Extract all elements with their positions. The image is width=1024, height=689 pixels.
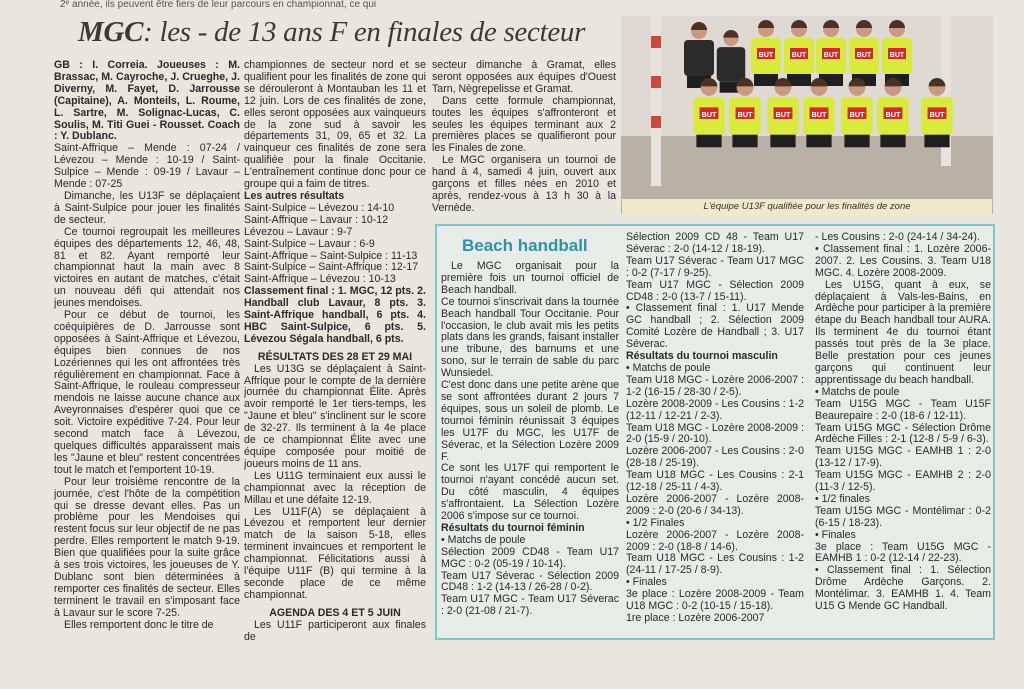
jersey-text: BUT <box>889 52 905 59</box>
article-col2-paragraph: AGENDA DES 4 ET 5 JUIN <box>269 606 401 619</box>
jersey-text: BUT <box>823 52 839 59</box>
beach-handball-title: Beach handball <box>462 236 588 255</box>
article-col2-paragraph: Saint-Sulpice – Saint-Affrique : 12-17 <box>244 261 419 274</box>
article-col3-paragraph: secteur dimanche à Gramat, elles seront opposées aux équipes d'Ouest Tarn, Nègrepelisse et Gramat. <box>432 60 616 95</box>
beach-col2-paragraph: Lozère 2006-2007 - Lozère 2008-2009 : 2-0 (18-8 / 14-6). <box>626 528 804 553</box>
beach-col2-paragraph: • 1/2 Finales <box>626 518 804 530</box>
beach-col3-paragraph: Team U15G MGC - Sélection Drôme Ardèche Filles : 2-1 (12-8 / 5-9 / 6-3). <box>815 421 991 446</box>
beach-col3-paragraph: • Classement final : 1. Sélection Drôme Ardèche Garçons. 2. Montélimar. 3. EAMHB 1. 4. Team U15 G Mende GC Handball. <box>815 565 991 613</box>
beach-col2-paragraph: Team U17 MGC - Sélection 2009 CD48 : 2-0 (13-7 / 15-11). <box>626 278 804 303</box>
headline-text: : les - de 13 ans F en finales de secteur <box>143 16 586 48</box>
beach-col1-paragraph: Ce sont les U17F qui remportent le tournoi n'ayant concédé aucun set. Du côté masculin, 4 équipes s'affrontaient. La Sélection Lozère 2006 s'impose sur ce tournoi. <box>441 462 619 523</box>
photo-caption: L'équipe U13F qualifiée pour les finalités de zone <box>622 199 992 215</box>
article-col2-paragraph: Saint-Affrique – Lavaur : 10-12 <box>244 213 389 226</box>
article-col1-paragraph: Dimanche, les U13F se déplaçaient à Saint-Sulpice pour jouer les finalités de secteur. <box>54 189 240 226</box>
article-col3-paragraph: Le MGC organisera un tournoi de hand à 4, samedi 4 juin, ouvert aux garçons et filles nées en 2010 et après, rendez-vous à 13 h 30 à la Vernède. <box>432 154 616 214</box>
article-col1-paragraph: Elles remportent donc le titre de <box>64 618 214 631</box>
article-col1-paragraph: GB : I. Correia. Joueuses : M. Brassac, M. Cayroche, J. Crueghe, J. Diverny, M. Fayet, D. Jarrousse (Capitaine), A. Monteils, L. Roume, L. Sartre, M. Solignac-Lucas, C. Soulis, M. Titi Guei - Rousset. Coach : Y. Dublanc. <box>54 60 240 143</box>
article-col2-paragraph: Les U11F(A) se déplaçaient à Lévezou et remportent leur dernier match de la saison 5-18, elles terminent invaincues et remportent le championnat. Félicitations aussi à l'équipe U11F (B) qui termine à la seconde place de ce même championnat. <box>244 505 426 601</box>
beach-col3-paragraph: - Les Cousins : 2-0 (24-14 / 34-24). <box>815 232 980 243</box>
jersey-text: BUT <box>856 52 872 59</box>
beach-col3-paragraph: Team U15G MGC - Team U15F Beaurepaire : 2-0 (18-6 / 12-11). <box>815 397 991 422</box>
article-col2-paragraph: championnes de secteur nord et se qualifient pour les finalités de zone qui se dérouleront à Montauban les 11 et 12 juin. Lors de ces finalités de zone, elles seront opposées aux vainqueurs de la zone sud à savoir les départements 31, 09, 65 et 32. La vainqueur ces finalités de zone sera qualifiée pour la finale Occitanie. L'entraînement continue donc pour ce groupe qui a faim de titres. <box>244 60 426 191</box>
beach-col3-paragraph: • Finales <box>815 530 991 542</box>
article-col2-paragraph: Les U11G terminaient eux aussi le championnat avec la réception de Millau et une défaite 12-19. <box>244 469 426 506</box>
jersey-text: BUT <box>811 109 827 119</box>
article-col1-paragraph: Pour leur troisième rencontre de la journée, c'est l'hôte de la compétition qui se dresse devant elles. Pas un problème pour les Mendoises qui restent focus sur leur objectif de ne pas perdre. Elles remportent le match 9-19. Bien que qualifiées pour la suite grâce à ses trois victoires, les joueuses de Y. Dublanc sont bien déterminées à remporter ces finalités de secteur. Elles terminent le travail en s'imposant face à Lavaur sur le score 7-25. <box>54 475 240 619</box>
previous-article-strip: 2ᵉ année, ils peuvent être fiers de leur parcours en championnat, ce qui <box>60 0 377 10</box>
article-column-2 <box>244 60 426 650</box>
beach-column-2 <box>626 232 804 637</box>
beach-col3-paragraph: • Classement final : 1. Lozère 2006-2007. 2. Les Cousins. 3. Team U18 MGC. 4. Lozère 2008-2009. <box>815 244 991 280</box>
beach-col1-paragraph: • Matchs de poule <box>441 535 619 547</box>
article-headline <box>78 16 618 49</box>
beach-col1-paragraph: Le MGC organisait pour la première fois un tournoi officiel de Beach handball. <box>441 261 619 296</box>
article-col2-paragraph: RÉSULTATS DES 28 ET 29 MAI <box>257 350 413 363</box>
beach-col1-paragraph: Résultats du tournoi féminin <box>441 521 585 534</box>
beach-col2-paragraph: Lozère 2008-2009 - Les Cousins : 1-2 (12-11 / 12-21 / 2-3). <box>626 397 804 422</box>
article-col2-paragraph: Les U13G se déplaçaient à Saint-Affrique pour le compte de la dernière journée du championnat Élite. Après avoir remporté le 1er tiers-temps, les "Jaune et bleu" s'inclinent sur le score de 32-27. Ils terminent à la 4e place de ce championnat Élite avec une équipe composée pour moitié de joueurs moins de 11 ans. <box>244 362 426 470</box>
article-col2-paragraph: Saint-Affrique – Lévezou : 10-13 <box>244 273 396 286</box>
beach-col1-paragraph: C'est donc dans une petite arène que se sont affrontées durant 2 jours 7 équipes, sous un soleil de plomb. Le tournoi féminin réunissait 3 équipes les U17F du MGC, les U17F de Séverac, et la Sélection Lozère 2009 F. <box>441 379 619 463</box>
article-column-1 <box>54 60 240 650</box>
article-col2-paragraph: Les autres résultats <box>244 189 345 202</box>
beach-col2-paragraph: Team U18 MGC - Les Cousins : 1-2 (24-11 / 17-25 / 8-9). <box>626 552 804 577</box>
beach-col2-paragraph: Team U18 MGC - Lozère 2006-2007 : 1-2 (16-15 / 28-30 / 2-5). <box>626 373 804 398</box>
beach-col2-paragraph: Lozère 2006-2007 - Les Cousins : 2-0 (28-18 / 25-19). <box>626 445 804 470</box>
beach-col1-paragraph: Team U17 MGC - Team U17 Séverac : 2-0 (21-08 / 21-7). <box>441 593 619 618</box>
beach-column-1 <box>441 261 619 637</box>
beach-col2-paragraph: 3e place : Lozère 2008-2009 - Team U18 MGC : 0-2 (10-15 / 15-18). <box>626 588 804 613</box>
beach-col2-paragraph: • Classement final : 1. U17 Mende GC handball ; 2. Sélection 2009 Comité Lozère de Handball ; 3. U17 Séverac. <box>626 303 804 351</box>
beach-col1-paragraph: Team U17 Séverac - Sélection 2009 CD48 : 1-2 (14-13 / 26-28 / 0-2). <box>441 569 619 594</box>
beach-col3-paragraph: • 1/2 finales <box>815 494 991 506</box>
beach-col2-paragraph: Résultats du tournoi masculin <box>626 350 778 363</box>
beach-col1-paragraph: Sélection 2009 CD48 - Team U17 MGC : 0-2 (05-19 / 10-14). <box>441 545 619 570</box>
jersey-text: BUT <box>737 109 753 119</box>
headline-club: MGC <box>78 16 144 48</box>
jersey-text: BUT <box>758 52 774 59</box>
article-col2-paragraph: Saint-Affrique – Saint-Sulpice : 11-13 <box>244 249 418 262</box>
article-col2-paragraph: Les U11F participeront aux finales de <box>244 618 426 643</box>
team-photo <box>621 16 993 214</box>
beach-col2-paragraph: Team U18 MGC - Lozère 2008-2009 : 2-0 (15-9 / 20-10). <box>626 421 804 446</box>
article-col3-paragraph: Dans cette formule championnat, toutes les équipes s'affronteront et seules les équipes terminant aux 2 premières places se qualifieront pour les Finales de zone. <box>432 94 616 155</box>
beach-col2-paragraph: Lozère 2006-2007 - Lozère 2008-2009 : 2-0 (20-6 / 34-13). <box>626 492 804 517</box>
beach-col3-paragraph: • Matchs de poule <box>815 387 991 399</box>
jersey-text: BUT <box>929 109 945 119</box>
beach-col1-paragraph: Ce tournoi s'inscrivait dans la tournée Beach handball Tour Occitanie. Pour l'occasion, le club avait mis les petits plats dans les grands, faisant installer une tribune, des barnums et une sono, sur le terrain de sable du parc Wunsiedel. <box>441 295 619 380</box>
beach-col2-paragraph: 1re place : Lozère 2006-2007 <box>626 612 765 624</box>
beach-col3-paragraph: Team U15G MGC - EAMHB 1 : 2-0 (13-12 / 17-9). <box>815 445 991 470</box>
beach-column-3 <box>815 232 991 637</box>
article-col1-paragraph: Ce tournoi regroupait les meilleures équipes des départements 12, 46, 48, 81 et 82. Ayant remporté leur championnat haut la main avec 8 victoires en autant de matches, c'était un nouveau défi qui attendait nos jeunes mendoises. <box>54 225 240 310</box>
article-col2-paragraph: Saint-Sulpice – Lavaur : 6-9 <box>244 237 375 250</box>
jersey-text: BUT <box>775 109 791 119</box>
beach-col2-paragraph: Team U17 Séverac - Team U17 MGC : 0-2 (7-17 / 9-25). <box>626 254 804 279</box>
jersey-text: BUT <box>885 109 901 119</box>
beach-col3-paragraph: Team U15G MGC - EAMHB 2 : 2-0 (11-3 / 12-5). <box>815 469 991 494</box>
article-col2-paragraph: Classement final : 1. MGC, 12 pts. 2. Handball club Lavaur, 8 pts. 3. Saint-Affrique handball, 6 pts. 4. HBC Saint-Sulpice, 6 pts. 5. Lévezou Ségala handball, 6 pts. <box>244 285 426 345</box>
jersey-text: BUT <box>849 109 865 119</box>
article-column-3 <box>432 60 616 220</box>
beach-col3-paragraph: Team U15G MGC - Montélimar : 0-2 (6-15 / 18-23). <box>815 504 991 529</box>
beach-col2-paragraph: Sélection 2009 CD 48 - Team U17 Séverac : 2-0 (14-12 / 18-19). <box>626 232 804 255</box>
team-photo-drawing <box>621 16 993 214</box>
jersey-text: BUT <box>701 109 717 119</box>
article-col2-paragraph: Lévezou – Lavaur : 9-7 <box>244 225 353 238</box>
beach-col2-paragraph: • Matchs de poule <box>626 363 804 375</box>
article-col2-paragraph: Saint-Sulpice – Lévezou : 14-10 <box>244 201 395 214</box>
jersey-text: BUT <box>791 52 807 59</box>
beach-col3-paragraph: Les U15G, quant à eux, se déplaçaient à Vals-les-Bains, en Ardèche pour participer à la première étape du Beach handball tour AURA. Ils terminent 4e du tournoi étant passés tout près de la 3e place. Belle prestation pour ces jeunes garçons qui continuent leur apprentissage du beach handball. <box>815 278 991 386</box>
article-col1-paragraph: Pour ce début de tournoi, les coéquipières de D. Jarrousse sont opposées à Saint-Affrique et Lévezou, équipes bien connues de nos Lozériennes qui les ont affrontées très régulièrement en championnat. Face à Saint-Affrique, le rouleau compresseur mendois ne laisse aucune chance aux Aveyronnaises d'espérer quoi que ce soit. Victoire expéditive 7-24. Pour leur second match face à Lévezou, quelques difficultés apparaissent mais les "Jaune et bleu" restent concentrées tout le match et l'emportent 10-19. <box>54 309 240 476</box>
beach-col3-paragraph: 3e place : Team U15G MGC - EAMHB 1 : 0-2 (12-14 / 22-23). <box>815 540 991 565</box>
beach-col2-paragraph: Team U18 MGC - Les Cousins : 2-1 (12-18 / 25-11 / 4-3). <box>626 469 804 494</box>
article-col1-paragraph: Saint-Affrique – Mende : 07-24 / Lévezou – Mende : 10-19 / Saint-Sulpice – Mende : 09-19 / Lavaur – Mende : 07-25 <box>54 142 240 191</box>
beach-col2-paragraph: • Finales <box>626 577 804 589</box>
